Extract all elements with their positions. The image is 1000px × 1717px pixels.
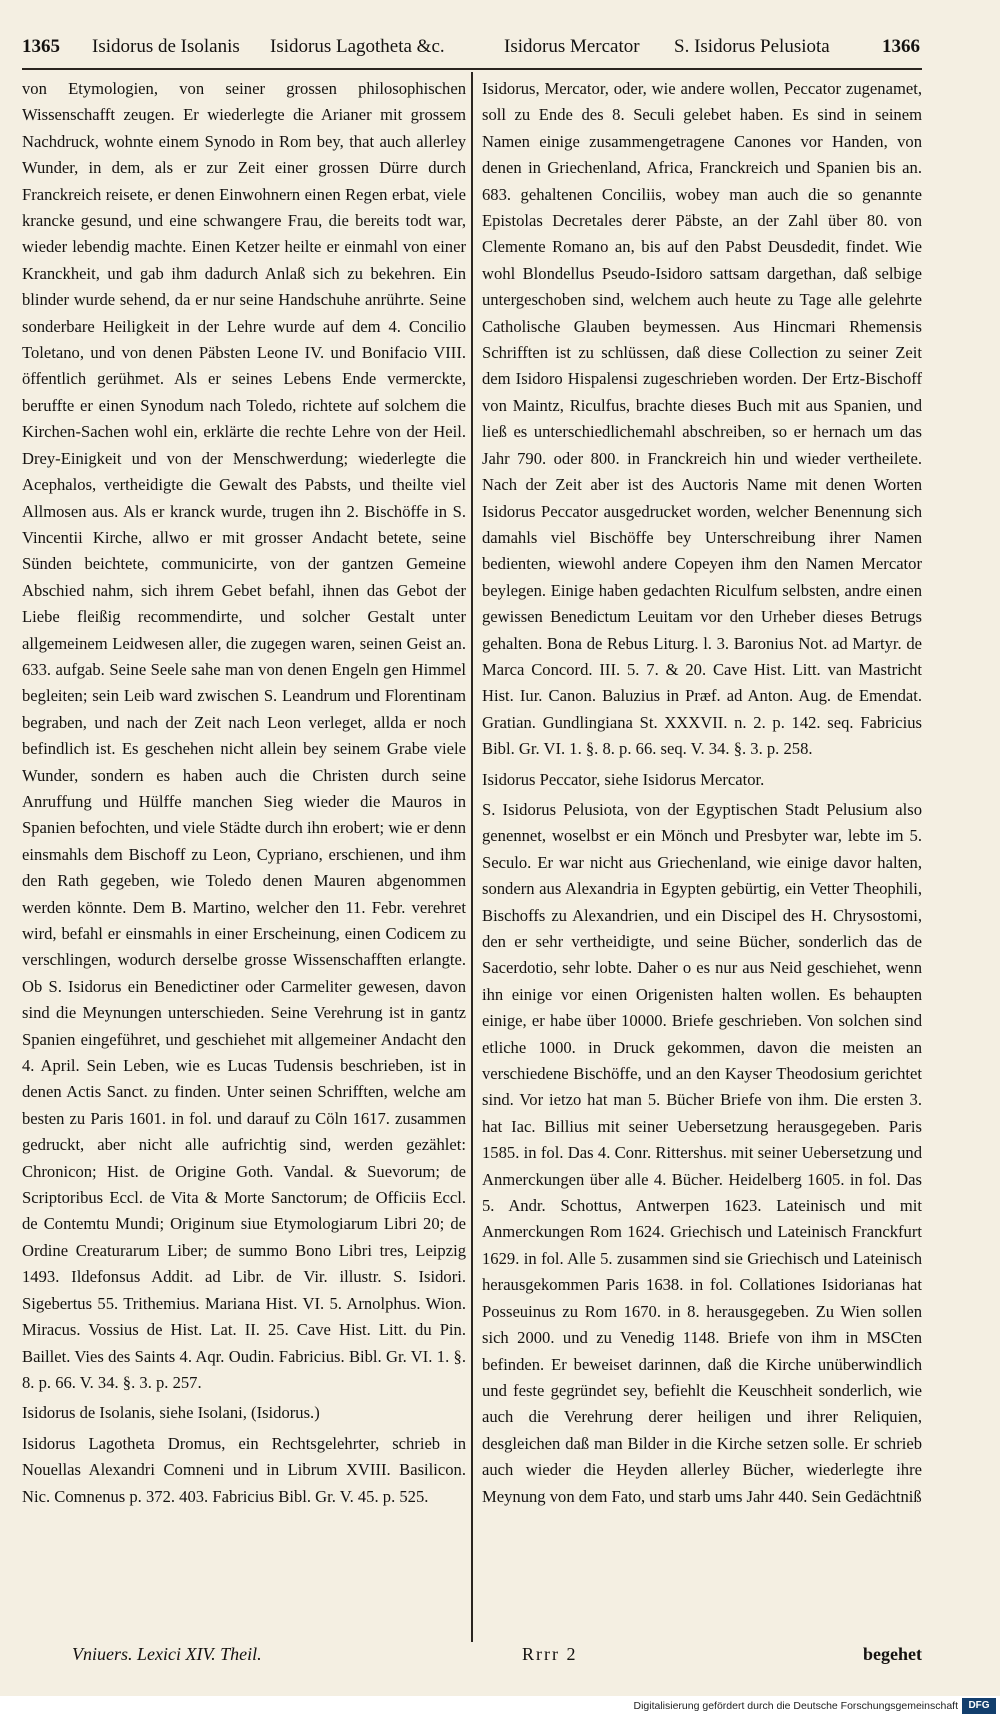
right-page-number: 1366 <box>882 36 920 57</box>
column-divider <box>471 72 473 1642</box>
sheet-signature: Rrrr 2 <box>522 1644 578 1664</box>
entry-isidorus-pelusiota: S. Isidorus Pelusiota, von der Egyptischen Stadt Pelusium also genennet, woselbst er ein Mönch und Presbyter war, lebte im 5. Seculo. Er war nicht aus Griechenland, wie einige davor halten, sondern aus Alexandria in Egypten gebürtig, ein Vetter Theophili, Bischoffs zu Alexandrien, und ein Discipel des H. Chrysostomi, den er sehr vertheidigte, und seine Bücher, sonderlich das de Sacerdotio, sehr lobte. Daher o es nur aus Neid geschiehet, wenn ihn einige vor einen Origenisten halten wollen. Es behaupten einige, er habe über 10000. Briefe geschrieben. Von solchen sind etliche 1000. in Druck gekommen, davon die meisten an verschiedene Bischöffe, und an den Kayser Theodosium gerichtet sind. Vor ietzo hat man 5. Bücher Briefe von ihm. Die ersten 3. hat Iac. Billius mit seiner Uebersetzung herausgegeben. Paris 1585. in fol. Das 4. Conr. Rittershus. mit seiner Uebersetzung und Anmerckungen über alle 4. Bücher. Heidelberg 1605. in fol. Das 5. Andr. Schottus, Antwerpen 1623. Lateinisch und mit Anmerckungen Rom 1624. Griechisch und Lateinisch Franckfurt 1629. in fol. Alle 5. zusammen sind sie Griechisch und Lateinisch herausgekommen Paris 1638. in fol. Collationes Isidorianas hat Posseuinus zu Rom 1670. in 8. herausgegeben. Zu Wien sollen sich 2000. und zu Venedig 1148. Briefe von ihm in MSCten befinden. Er beweiset darinnen, daß die Kirche unüberwindlich und feste gegründet sey, befiehlt die Keuschheit sonderlich, wie auch die Verehrung derer heiligen und ihrer Reliquien, desgleichen daß man Bilder in die Kirche setzen solle. Er schrieb auch wieder die Heyden allerley Bücher, wiederlegte ihre Meynung von dem Fato, und starb ums Jahr 440. Sein Gedächtniß <box>482 799 922 1506</box>
header-rule <box>22 68 922 70</box>
entry-isidorus-peccator: Isidorus Peccator, siehe Isidorus Mercator. <box>482 769 765 789</box>
dfg-logo-icon: DFG <box>962 1698 996 1714</box>
entry-isidorus-mercator: Isidorus, Mercator, oder, wie andere wollen, Peccator zugenamet, soll zu Ende des 8. Seculi gelebet haben. Es sind in seinem Namen einige zusammengetragene Canones vor Handen, von denen in Griechenland, Africa, Franckreich und Spanien bis an. 683. gehaltenen Conciliis, wobey man auch die so genannte Epistolas Decretales derer Päbste, an der Zahl über 80. von Clemente Romano an, bis auf den Pabst Deusdedit, findet. Wie wohl Blondellus Pseudo-Isidoro sattsam dargethan, daß selbige untergeschoben sind, welchem auch heute zu Tage alle gelehrte Catholische Glauben beymessen. Aus Hincmari Rhemensis Schrifften ist zu schlüssen, daß diese Collection zu seiner Zeit dem Isidoro Hispalensi zugeschrieben worden. Der Ertz-Bischoff von Maintz, Riculfus, brachte dieses Buch mit aus Spanien, und ließ es unterschiedlichemahl abschreiben, so er hernach um das Jahr 790. oder 800. in Franckreich hin und wieder vertheilete. Nach der Zeit aber ist des Auctoris Name mit denen Worten Isidorus Peccator ausgedrucket worden, welcher Benennung sich damahls viel Bischöffe bey Unterschreibung ihrer Namen bedienten, wiewohl andere Copeyen ihm den Namen Mercator beylegen. Einige haben gedachten Riculfum selbsten, andre einen gewissen Benedictum Leuitam vor den Urheber dieses Betrugs gehalten. Bona de Rebus Liturg. l. 3. Baronius Not. ad Martyr. de Marca Concord. III. 5. 7. & 20. Cave Hist. Litt. van Mastricht Hist. Iur. Canon. Baluzius in Præf. ad Anton. Aug. de Emendat. Gratian. Gundlingiana St. XXXVII. n. 2. p. 142. seq. Fabricius Bibl. Gr. VI. 1. §. 8. p. 66. seq. V. 34. §. 3. p. 258. <box>482 79 922 759</box>
entry-isidorus-de-isolanis: Isidorus de Isolanis, siehe Isolani, (Isidorus.) <box>22 1403 320 1423</box>
right-headword-1: Isidorus Mercator <box>504 36 640 57</box>
entry-isidorus-hispalensis-continued: von Etymologien, von seiner grossen philosophischen Wissenschafft zeugen. Er wiederlegte die Arianer mit grossem Nachdruck, wohnte einem Synodo in Rom bey, that auch allerley Wunder, in dem, als er zur Zeit einer grossen Dürre durch Franckreich reisete, er denen Einwohnern einen Regen erbat, viele krancke gesund, und eine schwangere Frau, die bereits todt war, wieder lebendig machte. Einen Ketzer heilte er einmahl von einer Kranckheit, und gab ihm dadurch Anlaß sich zu bekehren. Ein blinder wurde sehend, da er nur seine Handschuhe anrührte. Seine sonderbare Heiligkeit in der Lehre wurde auf dem 4. Concilio Toletano, und von denen Päbsten Leone IV. und Bonifacio VIII. öffentlich gerühmet. Als er seines Lebens Ende vermerckte, beruffte er einen Synodum nach Toledo, richtete auf solchem die Kirchen-Sachen wohl ein, erklärte die rechte Lehre von der Heil. Drey-Einigkeit und von der Menschwerdung; wiederlegte die Acephalos, vertheidigte die Gewalt des Pabsts, und theilte viel Allmosen aus. Als er kranck wurde, trugen ihn 2. Bischöffe in S. Vincentii Kirche, allwo er mit grosser Andacht betete, seine Sünden beichtete, communicirte, von der gantzen Gemeine Abschied nahm, sich ihrem Gebet befahl, ihnen das Gebot der Liebe fleißig recommendirte, und solcher Gestalt unter allgemeinem Leidwesen aller, die zugegen waren, seinen Geist an. 633. aufgab. Seine Seele sahe man von denen Engeln gen Himmel begleiten; sein Leib ward zwischen S. Leandrum und Florentinam begraben, und nach der Zeit nach Leon verleget, allda er noch befindlich ist. Es geschehen nicht allein bey seinem Grabe viele Wunder, sondern es haben auch die Christen durch seine Anruffung und Hülffe manchen Sieg wieder die Mauros in Spanien befochten, und viele Städte durch ihn erobert; wie er denn einsmahls dem Bischoff zu Leon, Cypriano, erschienen, und ihm den Rath gegeben, wie Toledo denen Mauren abgenommen werden könnte. Dem B. Martino, welcher den 11. Febr. verehret wird, befahl er einsmahls in einer Erscheinung, einen Codicem zu verschlingen, wodurch derselbe grosse Wissenschafften erlangte. Ob S. Isidorus ein Benedictiner oder Carmeliter gewesen, davon sind die Meynungen unterschieden. Seine Verehrung ist in gantz Spanien eingeführet, und geschiehet mit allgemeiner Andacht den 4. April. Sein Leben, wie es Lucas Tudensis beschrieben, ist in denen Actis Sanct. zu finden. Unter seinen Schrifften, welche am besten zu Paris 1601. in fol. und darauf zu Cöln 1617. zusammen gedruckt, aber nicht alle aufrichtig sind, werden gezählet: Chronicon; Hist. de Origine Goth. Vandal. & Suevorum; de Scriptoribus Eccl. de Vita & Morte Sanctorum; de Officiis Eccl. de Contemtu Mundi; Originum siue Etymologiarum Libri 20; de Ordine Creaturarum Liber; de summo Bono Libri tres, Leipzig 1493. Ildefonsus Addit. ad Libr. de Vir. illustr. S. Isidori. Sigebertus 55. Trithemius. Mariana Hist. VI. 5. Arnolphus. Wion. Miracus. Vossius de Hist. Lat. II. 25. Cave Hist. Litt. du Pin. Baillet. Vies des Saints 4. Aqr. Oudin. Fabricius. Bibl. Gr. VI. 1. §. 8. p. 66. V. 34. §. 3. p. 257. <box>22 79 466 1392</box>
page-footer <box>22 1638 922 1672</box>
entry-isidorus-lagotheta: Isidorus Lagotheta Dromus, ein Rechtsgelehrter, schrieb in Nouellas Alexandri Comneni und in Librum XVIII. Basilicon. Nic. Comnenus p. 372. 403. Fabricius Bibl. Gr. V. 45. p. 525. <box>22 1433 466 1506</box>
left-headword-1: Isidorus de Isolanis <box>92 36 240 57</box>
catchword: begehet <box>863 1644 922 1664</box>
volume-signature: Vniuers. Lexici XIV. Theil. <box>72 1644 262 1664</box>
running-header <box>22 30 920 66</box>
credit-text: Digitalisierung gefördert durch die Deutsche Forschungsgemeinschaft <box>633 1700 958 1712</box>
right-headword-2: S. Isidorus Pelusiota <box>674 36 830 57</box>
left-page-number: 1365 <box>22 36 60 57</box>
digitization-credit-bar <box>0 1696 1000 1717</box>
left-column <box>22 76 466 1510</box>
left-headword-2: Isidorus Lagotheta &c. <box>270 36 445 57</box>
right-column <box>482 76 922 1510</box>
